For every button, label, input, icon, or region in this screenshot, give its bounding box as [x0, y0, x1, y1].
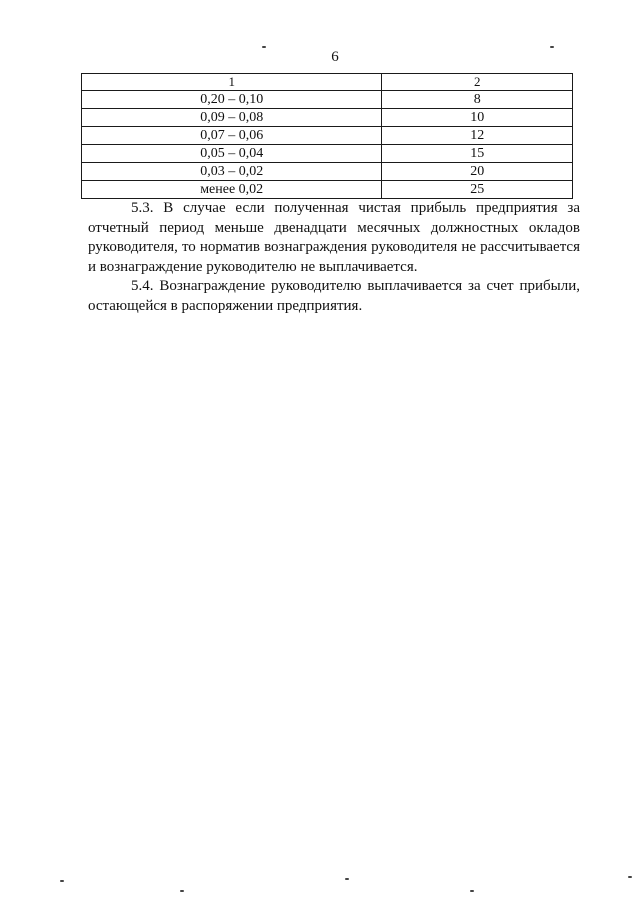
table-row [82, 181, 573, 199]
table-cell-value: 25 [382, 181, 573, 199]
scan-speck [262, 46, 266, 48]
table-row [82, 145, 573, 163]
paragraph-5-4: 5.4. Вознаграждение руководителю выплачивается за счет прибыли, остающейся в распоряжении предприятия. [88, 278, 580, 314]
scan-speck [550, 46, 554, 48]
table-cell-value: 20 [382, 163, 573, 181]
page-number: 6 [331, 49, 339, 65]
body-text [88, 199, 580, 316]
scan-speck [180, 890, 184, 892]
table-cell-range: менее 0,02 [82, 181, 382, 199]
table-header-cell: 1 [82, 74, 382, 91]
table-cell-range: 0,20 – 0,10 [82, 91, 382, 109]
table-cell-value: 10 [382, 109, 573, 127]
table-row [82, 127, 573, 145]
scan-speck [345, 878, 349, 880]
table-cell-value: 12 [382, 127, 573, 145]
table-header-row [82, 74, 573, 91]
table-header-cell: 2 [382, 74, 573, 91]
table-row [82, 163, 573, 181]
scan-speck [60, 880, 64, 882]
ratio-table [81, 73, 573, 199]
table-row [82, 91, 573, 109]
table-cell-range: 0,09 – 0,08 [82, 109, 382, 127]
table-cell-range: 0,05 – 0,04 [82, 145, 382, 163]
table-cell-value: 15 [382, 145, 573, 163]
table-row [82, 109, 573, 127]
scan-speck [628, 876, 632, 878]
scan-speck [470, 890, 474, 892]
paragraph-5-3: 5.3. В случае если полученная чистая прибыль предприятия за отчетный период меньше двенадцати месячных должностных окладов руководителя, то норматив вознаграждения руководителя не рассчитывается и вознаграждение руководителю не выплачивается. [88, 200, 580, 275]
table-cell-value: 8 [382, 91, 573, 109]
table-cell-range: 0,03 – 0,02 [82, 163, 382, 181]
table-cell-range: 0,07 – 0,06 [82, 127, 382, 145]
